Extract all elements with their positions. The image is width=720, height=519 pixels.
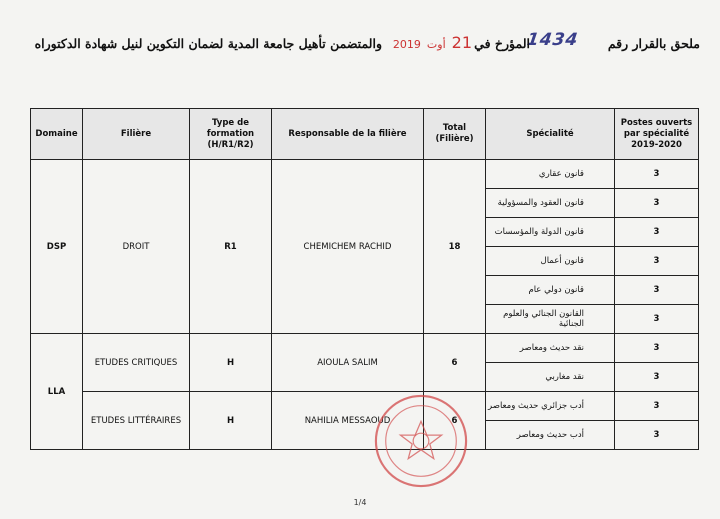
- cell-postes: 3: [615, 305, 699, 334]
- cell-type: R1: [190, 160, 272, 334]
- table-row: [31, 334, 699, 363]
- col-header-responsable: Responsable de la filière: [272, 109, 424, 160]
- cell-total: 6: [424, 392, 486, 450]
- table-header-row: [31, 109, 699, 160]
- cell-type: H: [190, 392, 272, 450]
- cell-domaine: DSP: [31, 160, 83, 334]
- cell-postes: 3: [615, 334, 699, 363]
- cell-specialite: نقد مغاربي: [486, 363, 615, 392]
- cell-postes: 3: [615, 363, 699, 392]
- doctorate-positions-table: [30, 108, 699, 450]
- date-day: 21: [451, 33, 472, 52]
- date-stamp: [393, 33, 472, 52]
- cell-specialite: قانون عقاري: [486, 160, 615, 189]
- cell-specialite: قانون أعمال: [486, 247, 615, 276]
- decision-number: 1434: [525, 30, 580, 50]
- cell-filiere: ETUDES CRITIQUES: [83, 334, 190, 392]
- document-header: [34, 30, 700, 58]
- page-number: 1/4: [353, 498, 367, 507]
- date-year: 2019: [392, 38, 421, 51]
- col-header-type: Type de formation (H/R1/R2): [190, 109, 272, 160]
- header-dated-label: المؤرخ في: [474, 36, 530, 51]
- table-row: [31, 392, 699, 421]
- cell-domaine: LLA: [31, 334, 83, 450]
- cell-total: 18: [424, 160, 486, 334]
- cell-postes: 3: [615, 421, 699, 450]
- cell-specialite: القانون الجنائي والعلوم الجنائية: [486, 305, 615, 334]
- cell-specialite: قانون الدولة والمؤسسات: [486, 218, 615, 247]
- col-header-total: Total (Filière): [424, 109, 486, 160]
- table-row: [31, 160, 699, 189]
- col-header-specialite: Spécialité: [486, 109, 615, 160]
- col-header-postes: Postes ouverts par spécialité 2019-2020: [615, 109, 699, 160]
- cell-specialite: قانون دولي عام: [486, 276, 615, 305]
- cell-postes: 3: [615, 189, 699, 218]
- header-subject: والمتضمن تأهيل جامعة المدية لضمان التكوين لنيل شهادة الدكتوراه: [34, 36, 382, 51]
- cell-postes: 3: [615, 160, 699, 189]
- cell-specialite: أدب جزائري حديث ومعاصر: [486, 392, 615, 421]
- cell-postes: 3: [615, 247, 699, 276]
- cell-postes: 3: [615, 392, 699, 421]
- cell-filiere: DROIT: [83, 160, 190, 334]
- cell-responsable: CHEMICHEM RACHID: [272, 160, 424, 334]
- cell-filiere: ETUDES LITTÉRAIRES: [83, 392, 190, 450]
- col-header-domaine: Domaine: [31, 109, 83, 160]
- cell-total: 6: [424, 334, 486, 392]
- header-annex-label: ملحق بالقرار رقم: [607, 36, 700, 51]
- cell-specialite: نقد حديث ومعاصر: [486, 334, 615, 363]
- cell-postes: 3: [615, 276, 699, 305]
- col-header-filiere: Filière: [83, 109, 190, 160]
- cell-specialite: قانون العقود والمسؤولية: [486, 189, 615, 218]
- cell-specialite: أدب حديث ومعاصر: [486, 421, 615, 450]
- cell-responsable: NAHILIA MESSAOUD: [272, 392, 424, 450]
- cell-postes: 3: [615, 218, 699, 247]
- cell-type: H: [190, 334, 272, 392]
- cell-responsable: AIOULA SALIM: [272, 334, 424, 392]
- date-month: أوت: [426, 38, 446, 51]
